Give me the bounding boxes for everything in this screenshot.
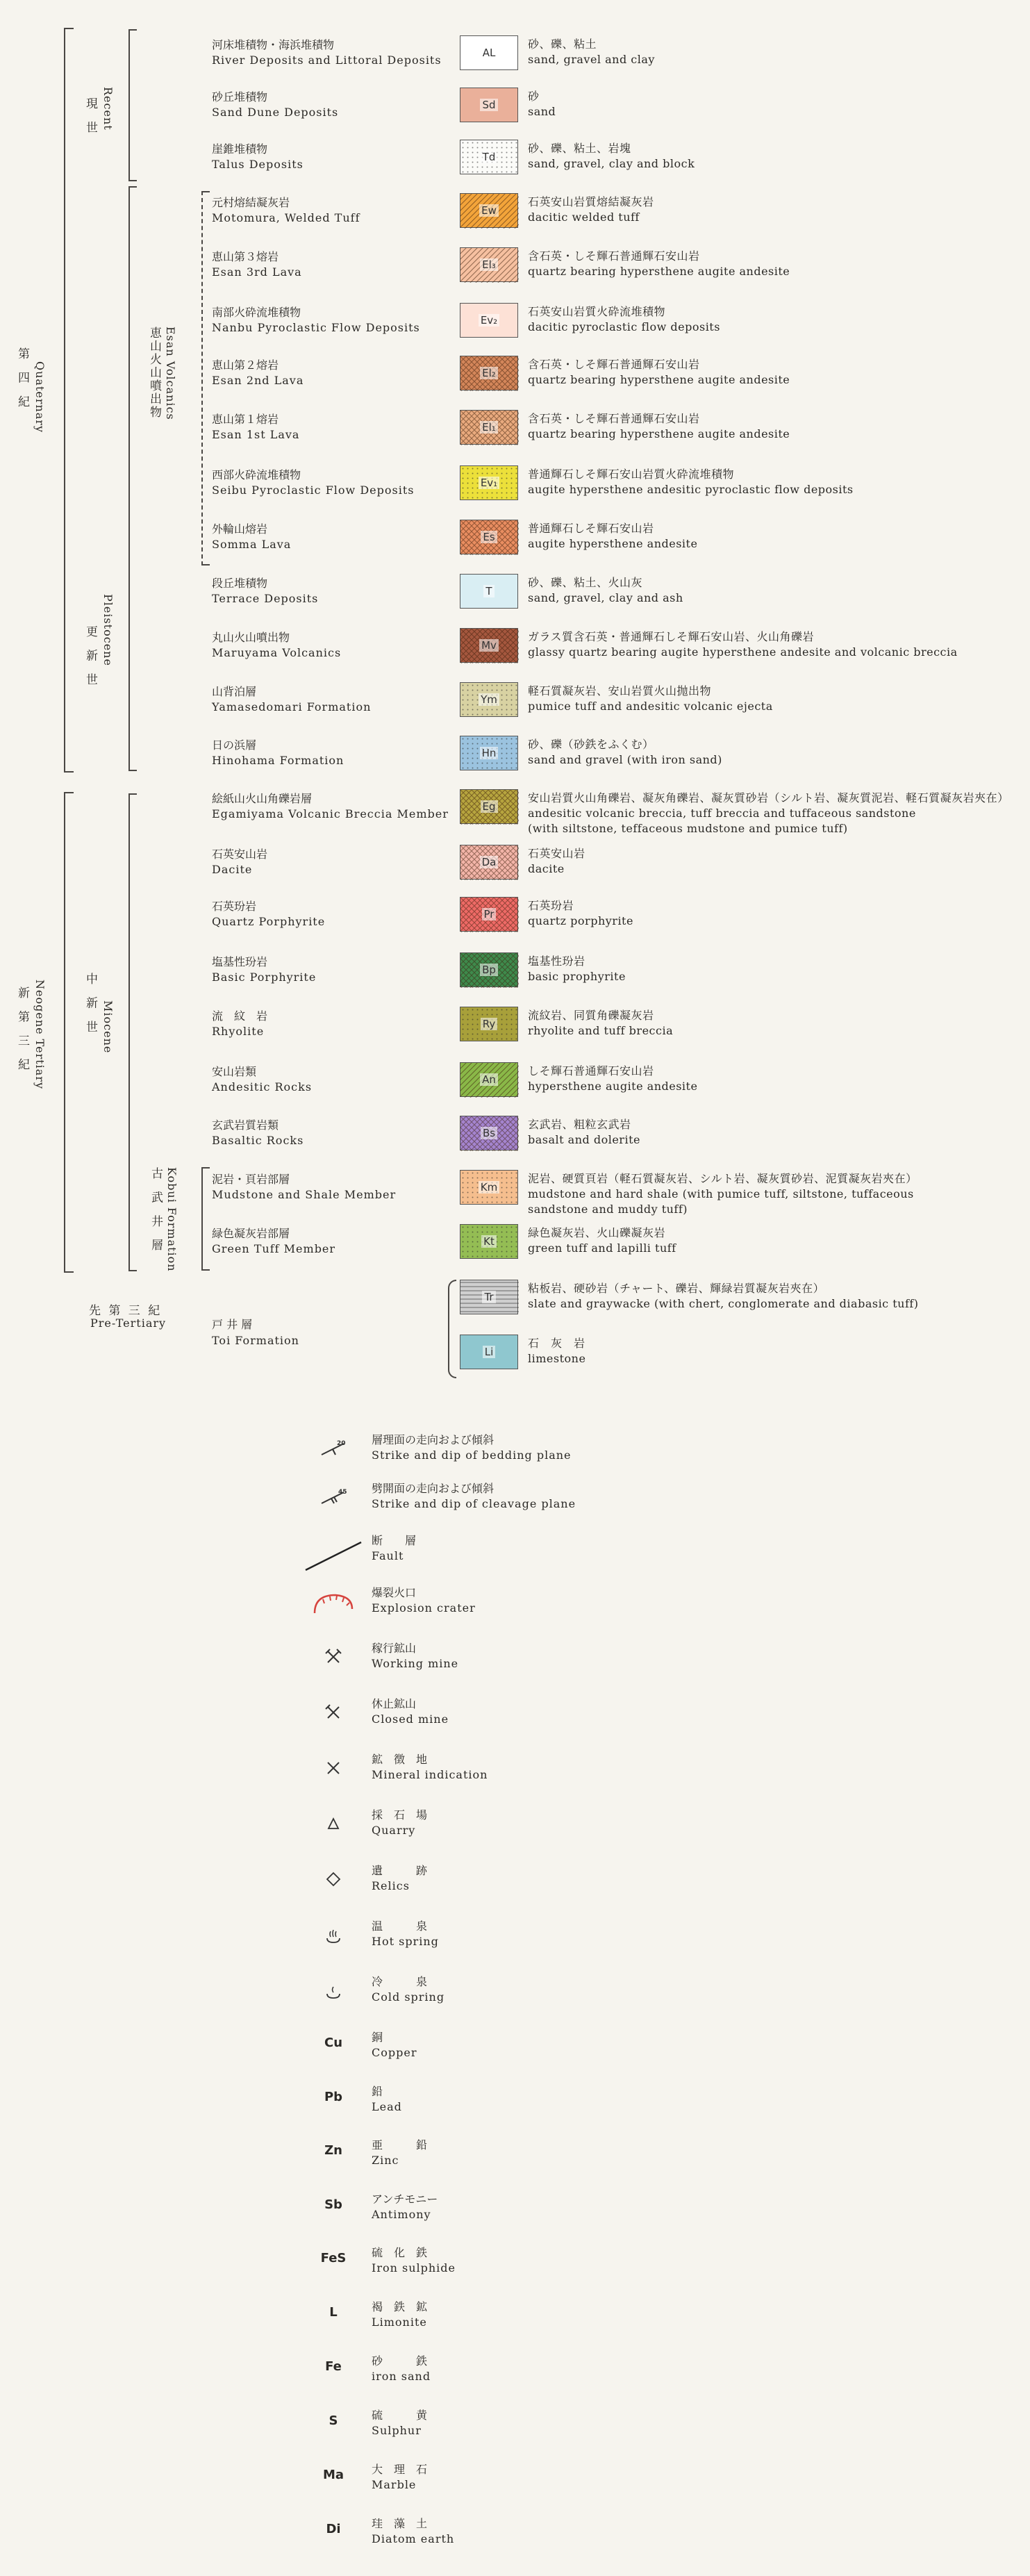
symbol-label-ja: 爆裂火口 [372,1586,417,1599]
unit-name-en: Nanbu Pyroclastic Flow Deposits [212,321,420,334]
unit-description: 石 灰 岩 [528,1337,585,1350]
unit-name-en: Esan 1st Lava [212,428,300,441]
unit-swatch [460,1280,518,1314]
neogene-label-ja: 新 第 三 紀 [15,986,29,1075]
unit-code: Hn [480,747,499,759]
svg-text:45: 45 [338,1489,347,1496]
unit-code: El₂ [480,367,498,379]
mineral-indication-icon [316,1758,351,1782]
unit-code: Es [481,531,497,543]
strike-dip-cleavage-icon [316,1487,351,1511]
quaternary-label-ja: 第 四 紀 [15,347,29,411]
unit-name-en: Motomura, Welded Tuff [212,211,360,224]
symbol-label-en: Closed mine [372,1712,449,1726]
unit-name-ja: 段丘堆積物 [212,577,268,590]
unit-description: 含石英・しそ輝石普通輝石安山岩 [528,358,700,371]
unit-name-en: Maruyama Volcanics [212,646,342,659]
unit-swatch [460,303,518,338]
unit-name-ja: 恵山第３熔岩 [212,250,279,263]
unit-description: sand [528,105,556,118]
quaternary-bracket [64,28,74,773]
kobui-label-en: Kobui Formation [165,1167,178,1272]
symbol-label-en: Strike and dip of bedding plane [372,1448,572,1462]
pretertiary-label-en: Pre-Tertiary [90,1316,167,1330]
strike-dip-bedding-icon [316,1438,351,1462]
working-mine-icon [316,1646,351,1671]
limonite-icon [316,2305,351,2320]
unit-name-ja: 泥岩・頁岩部層 [212,1173,290,1186]
unit-description: sand, gravel, clay and block [528,157,695,170]
symbol-label-en: Fault [372,1549,404,1562]
unit-code: El₁ [480,421,498,434]
symbol-label-en: Hot spring [372,1935,439,1948]
symbol-label-en: Iron sulphide [372,2261,456,2274]
relics-icon [316,1869,351,1893]
unit-description: 含石英・しそ輝石普通輝石安山岩 [528,249,700,263]
unit-description: quartz porphyrite [528,914,633,927]
unit-description: dacitic pyroclastic flow deposits [528,320,720,333]
closed-mine-icon [316,1702,351,1726]
pleistocene-label-ja: 更 新 世 [83,625,97,689]
unit-name-ja: 日の浜層 [212,738,257,752]
unit-name-en: Basaltic Rocks [212,1134,304,1147]
unit-swatch [460,247,518,282]
symbol-label-ja: 硫 化 鉄 [372,2246,428,2259]
iron-sand-icon [316,2359,351,2374]
unit-name-en: Esan 3rd Lava [212,265,302,279]
unit-code: AL [481,47,498,59]
esan-label-ja: 恵山火山噴出物 [147,327,161,419]
unit-name-ja: 絵紙山火山角礫岩層 [212,792,313,805]
miocene-label-ja: 中 新 世 [83,973,97,1037]
unit-name-en: Yamasedomari Formation [212,700,372,713]
unit-description: (with siltstone, teffaceous mudstone and pumice tuff) [528,822,848,835]
unit-name-ja: 南部火砕流堆積物 [212,306,301,319]
fault-icon [316,1539,351,1577]
symbol-label-ja: 採 石 場 [372,1808,428,1822]
pleistocene-label-en: Pleistocene [101,594,115,666]
symbol-glyph: Sb [324,2197,342,2212]
neogene-bracket [64,792,74,1273]
unit-description: rhyolite and tuff breccia [528,1024,674,1037]
symbol-glyph: Fe [325,2359,342,2374]
unit-name-ja: 外輪山熔岩 [212,522,268,536]
unit-description: basic prophyrite [528,970,626,983]
zinc-icon [316,2143,351,2158]
sulphur-icon [316,2413,351,2428]
unit-swatch [460,1170,518,1205]
unit-name-ja: 崖錐堆積物 [212,142,268,156]
unit-swatch [460,845,518,880]
hot-spring-icon [316,1924,351,1949]
unit-description: dacite [528,862,565,875]
unit-name-en: Egamiyama Volcanic Breccia Member [212,807,449,820]
unit-name-ja: 丸山火山噴出物 [212,631,290,644]
symbol-label-ja: 大 理 石 [372,2463,428,2476]
unit-name-en: Somma Lava [212,538,292,551]
unit-description: しそ輝石普通輝石安山岩 [528,1064,654,1078]
unit-description: 玄武岩、粗粒玄武岩 [528,1118,631,1131]
unit-code: Ev₂ [479,314,499,327]
unit-name-ja: 塩基性玢岩 [212,955,268,968]
unit-swatch [460,465,518,500]
unit-description: mudstone and hard shale (with pumice tuff, siltstone, tuffaceous [528,1187,914,1200]
unit-description: limestone [528,1352,586,1365]
recent-bracket [128,29,137,181]
symbol-label-en: Zinc [372,2154,399,2167]
symbol-label-en: Diatom earth [372,2532,455,2545]
unit-name-ja: 恵山第１熔岩 [212,413,279,426]
unit-description: sand, gravel and clay [528,53,655,66]
unit-description: quartz bearing hypersthene augite andesite [528,427,790,440]
symbol-label-ja: アンチモニー [372,2193,438,2206]
unit-name-en: Esan 2nd Lava [212,374,304,387]
unit-swatch [460,1335,518,1369]
unit-code: Li [483,1346,496,1358]
unit-name-en: Rhyolite [212,1025,265,1038]
unit-swatch [460,628,518,663]
pretertiary-label-ja: 先 第 三 紀 [89,1304,163,1318]
unit-swatch [460,520,518,554]
unit-name-ja: 西部火砕流堆積物 [212,468,301,481]
unit-description: 砂、礫、粘土、岩塊 [528,142,631,155]
unit-swatch [460,140,518,174]
unit-description: 含石英・しそ輝石普通輝石安山岩 [528,412,700,425]
symbol-glyph: S [329,2413,338,2428]
unit-description: dacitic welded tuff [528,210,640,224]
unit-description: 砂、礫（砂鉄をふくむ） [528,738,654,751]
unit-code: Ev₁ [479,477,499,489]
symbol-label-ja: 銅 [372,2031,383,2044]
symbol-glyph: Ma [322,2468,344,2482]
symbol-label-en: iron sand [372,2370,431,2383]
recent-label-en: Recent [101,87,115,131]
esan-bracket [201,191,210,565]
unit-name-en: Dacite [212,863,253,876]
cold-spring-icon [316,1980,351,2004]
unit-name-ja: 恵山第２熔岩 [212,358,279,372]
symbol-label-ja: 遺 跡 [372,1864,428,1877]
symbol-label-en: Sulphur [372,2424,422,2437]
symbol-label-en: Copper [372,2046,417,2059]
symbol-label-ja: 温 泉 [372,1919,428,1933]
unit-name-ja: 石英玢岩 [212,900,257,913]
unit-description: 普通輝石しそ輝石安山岩 [528,522,654,535]
symbol-label-en: Strike and dip of cleavage plane [372,1497,576,1510]
unit-code: Bp [480,964,498,976]
unit-description: andesitic volcanic breccia, tuff breccia and tuffaceous sandstone [528,807,916,820]
unit-name-ja: 砂丘堆積物 [212,90,268,104]
unit-code: Td [481,151,498,163]
unit-description: 砂、礫、粘土 [528,38,597,51]
pleistocene-bracket [128,186,137,771]
marble-icon [316,2468,351,2482]
lead-icon [316,2090,351,2104]
unit-name-en: Sand Dune Deposits [212,106,339,119]
unit-swatch [460,789,518,824]
unit-name-en: Talus Deposits [212,158,304,171]
unit-name-en: Green Tuff Member [212,1242,336,1255]
toi-label-en: Toi Formation [212,1334,299,1347]
unit-description: glassy quartz bearing augite hypersthene andesite and volcanic breccia [528,645,958,659]
unit-name-ja: 山背泊層 [212,685,257,698]
unit-description: 軽石質凝灰岩、安山岩質火山抛出物 [528,684,712,697]
unit-swatch [460,356,518,390]
antimony-icon [316,2197,351,2212]
unit-description: 流紋岩、同質角礫凝灰岩 [528,1009,654,1022]
unit-code: Ew [479,204,499,217]
symbol-label-en: Lead [372,2100,402,2113]
toi-brace [448,1280,456,1378]
unit-description: 石英玢岩 [528,899,574,912]
unit-code: Ry [481,1018,497,1030]
unit-name-ja: 安山岩類 [212,1065,257,1078]
symbol-glyph: Pb [324,2090,343,2104]
symbol-glyph: Cu [324,2036,343,2050]
unit-swatch [460,574,518,609]
esan-label-en: Esan Volcanics [164,327,177,420]
symbol-label-en: Cold spring [372,1990,445,2004]
unit-name-en: Quartz Porphyrite [212,915,326,928]
symbol-label-en: Antimony [372,2208,431,2221]
unit-name-ja: 石英安山岩 [212,848,268,861]
symbol-label-en: Mineral indication [372,1768,488,1781]
unit-description: 粘板岩、硬砂岩（チャート、礫岩、輝緑岩質凝灰岩夾在） [528,1282,825,1295]
miocene-label-en: Miocene [101,1000,115,1054]
symbol-label-en: Working mine [372,1657,459,1670]
unit-description: basalt and dolerite [528,1133,640,1146]
unit-description: 石英安山岩質熔結凝灰岩 [528,195,654,208]
unit-description: 塩基性玢岩 [528,955,585,968]
unit-description: slate and graywacke (with chert, conglomerate and diabasic tuff) [528,1297,919,1310]
unit-description: 泥岩、硬質頁岩（軽石質凝灰岩、シルト岩、凝灰質砂岩、泥質凝灰岩夾在） [528,1172,917,1185]
symbol-label-en: Relics [372,1879,410,1892]
unit-code: Da [480,856,499,868]
symbol-label-ja: 劈開面の走向および傾斜 [372,1482,495,1495]
symbol-label-ja: 休止鉱山 [372,1697,417,1710]
unit-name-ja: 流 紋 岩 [212,1009,268,1023]
unit-name-ja: 河床堆積物・海浜堆積物 [212,38,335,51]
diatom-earth-icon [316,2522,351,2536]
unit-name-en: River Deposits and Littoral Deposits [212,53,442,67]
unit-swatch [460,1224,518,1259]
symbol-label-ja: 亜 鉛 [372,2138,428,2152]
unit-description: sand and gravel (with iron sand) [528,753,722,766]
unit-description: hypersthene augite andesite [528,1080,698,1093]
symbol-label-ja: 層理面の走向および傾斜 [372,1433,495,1446]
symbol-glyph: L [329,2305,338,2320]
unit-description: quartz bearing hypersthene augite andesite [528,265,790,278]
toi-label-ja: 戸 井 層 [212,1318,253,1331]
unit-code: Pr [482,908,497,920]
unit-swatch [460,35,518,70]
quaternary-label-en: Quaternary [33,361,47,434]
unit-swatch [460,88,518,122]
unit-swatch [460,1116,518,1150]
unit-swatch [460,1062,518,1097]
unit-description: green tuff and lapilli tuff [528,1241,676,1255]
unit-code: Eg [481,800,498,813]
unit-name-ja: 元村熔結凝灰岩 [212,196,290,209]
svg-text:20: 20 [337,1440,346,1447]
unit-description: 砂 [528,90,540,103]
unit-code: Bs [481,1127,497,1139]
symbol-glyph: Zn [324,2143,342,2158]
unit-name-en: Andesitic Rocks [212,1080,313,1093]
symbol-label-ja: 硫 黄 [372,2409,428,2422]
kobui-label-ja: 古 武 井 層 [149,1167,163,1255]
unit-name-ja: 緑色凝灰岩部層 [212,1227,290,1240]
symbol-label-en: Marble [372,2478,417,2491]
unit-swatch [460,897,518,932]
unit-description: 普通輝石しそ輝石安山岩質火砕流堆積物 [528,468,735,481]
symbol-label-ja: 褐 鉄 鉱 [372,2300,428,2313]
unit-name-en: Mudstone and Shale Member [212,1188,397,1201]
unit-name-en: Terrace Deposits [212,592,319,605]
miocene-bracket [128,793,137,1271]
symbol-label-en: Explosion crater [372,1601,476,1615]
symbol-label-en: Limonite [372,2315,427,2329]
iron-sulphide-icon [316,2251,351,2265]
unit-description: 安山岩質火山角礫岩、凝灰角礫岩、凝灰質砂岩（シルト岩、凝灰質泥岩、軽石質凝灰岩夾在） [528,791,1009,804]
symbol-label-ja: 鉛 [372,2085,383,2098]
unit-swatch [460,1007,518,1041]
unit-code: Mv [479,639,499,652]
unit-code: Km [479,1181,499,1194]
recent-label-ja: 現 世 [83,97,97,138]
symbol-glyph: Di [326,2522,341,2536]
quarry-icon [316,1813,351,1838]
unit-description: augite hypersthene andesite [528,537,698,550]
unit-swatch [460,682,518,717]
unit-code: El₃ [480,258,498,271]
unit-swatch [460,410,518,445]
symbol-label-ja: 砂 鉄 [372,2354,428,2368]
unit-description: 石英安山岩 [528,847,585,860]
unit-description: augite hypersthene andesitic pyroclastic flow deposits [528,483,854,496]
unit-code: Tr [482,1291,495,1303]
unit-description: ガラス質含石英・普通輝石しそ輝石安山岩、火山角礫岩 [528,630,815,643]
unit-description: sandstone and muddy tuff) [528,1203,688,1216]
symbol-label-ja: 断 層 [372,1534,417,1547]
unit-name-en: Basic Porphyrite [212,971,317,984]
unit-description: 石英安山岩質火砕流堆積物 [528,305,666,318]
unit-swatch [460,736,518,770]
kobui-bracket [201,1167,210,1271]
symbol-label-en: Quarry [372,1824,416,1837]
unit-description: 緑色凝灰岩、火山礫凝灰岩 [528,1226,666,1239]
symbol-label-ja: 冷 泉 [372,1975,428,1988]
unit-name-en: Hinohama Formation [212,754,344,767]
unit-description: quartz bearing hypersthene augite andesite [528,373,790,386]
symbol-label-ja: 珪 藻 土 [372,2517,428,2530]
unit-description: pumice tuff and andesitic volcanic ejecta [528,700,773,713]
unit-name-en: Seibu Pyroclastic Flow Deposits [212,484,415,497]
symbol-label-ja: 稼行鉱山 [372,1642,417,1655]
unit-description: sand, gravel, clay and ash [528,591,683,604]
unit-code: T [483,585,494,597]
unit-code: Sd [480,99,497,111]
symbol-glyph: FeS [320,2251,347,2265]
unit-description: 砂、礫、粘土、火山灰 [528,576,643,589]
neogene-label-en: Neogene Tertiary [33,980,47,1089]
explosion-crater-icon [316,1591,351,1622]
unit-swatch [460,952,518,987]
unit-code: Kt [481,1235,497,1248]
symbol-label-ja: 鉱 徴 地 [372,1753,428,1766]
unit-name-ja: 玄武岩質岩類 [212,1118,279,1132]
copper-icon [316,2036,351,2050]
unit-code: Ym [479,693,499,706]
unit-code: An [480,1073,498,1086]
unit-swatch [460,193,518,228]
